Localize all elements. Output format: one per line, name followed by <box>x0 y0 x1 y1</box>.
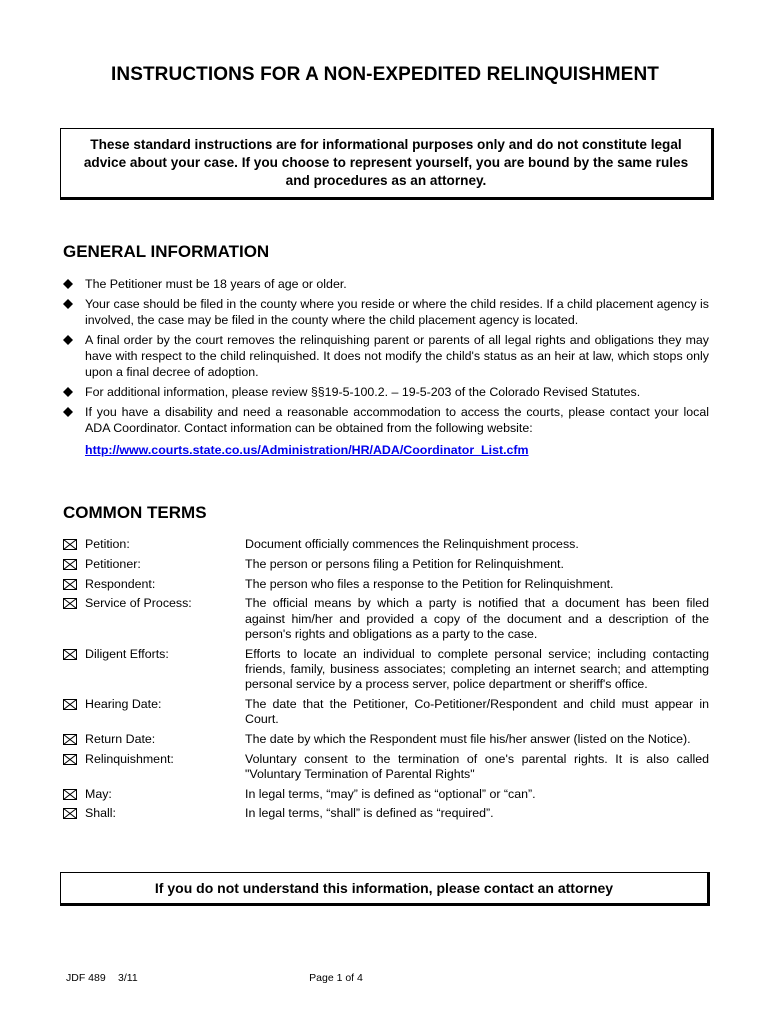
checkbox-arrow-icon <box>63 789 77 800</box>
term-label-cell <box>63 596 245 642</box>
term-row <box>63 806 709 821</box>
term-definition: The person who files a response to the Petition for Relinquishment. <box>245 576 614 591</box>
checkbox-arrow-icon <box>63 559 77 570</box>
checkbox-arrow-icon <box>63 754 77 765</box>
bullet-text: If you have a disability and need a reasonable accommodation to access the courts, please contact your local ADA Coordinator. Contact information can be obtained from the following website: <box>85 405 709 436</box>
term-name: Service of Process: <box>85 596 192 611</box>
term-definition: The person or persons filing a Petition for Relinquishment. <box>245 556 564 571</box>
common-terms-list <box>63 537 709 826</box>
term-row <box>63 697 709 727</box>
term-name: Return Date: <box>85 731 156 746</box>
term-name: May: <box>85 786 112 801</box>
term-definition: In legal terms, “shall” is defined as “required”. <box>245 806 494 821</box>
bullet-text: A final order by the court removes the relinquishing parent or parents of all legal rights and obligations they may have with respect to the child relinquished. It does not modify the child's status as an heir at law, which stops only upon a final decree of adoption. <box>85 332 709 380</box>
bullet-text: For additional information, please review §§19-5-100.2. – 19-5-203 of the Colorado Revised Statutes. <box>85 385 641 400</box>
term-row <box>63 752 709 782</box>
checkbox-arrow-icon <box>63 649 77 660</box>
bullet-text: Your case should be filed in the county where you reside or where the child resides. If a child placement agency is involved, the case may be filed in the county where the child placement agency is located. <box>85 296 709 328</box>
attorney-notice-box <box>60 872 710 906</box>
term-label-cell <box>63 787 245 802</box>
checkbox-arrow-icon <box>63 539 77 550</box>
term-row <box>63 577 709 592</box>
term-definition: Efforts to locate an individual to complete personal service; including contacting friends, family, business associates; completing an internet search; and attempting personal service by a process server, police department or sheriff's office. <box>245 646 709 691</box>
list-item <box>63 384 709 400</box>
term-row <box>63 537 709 552</box>
term-definition: The date by which the Respondent must file his/her answer (listed on the Notice). <box>245 731 691 746</box>
term-label-cell <box>63 806 245 821</box>
term-name: Hearing Date: <box>85 696 162 711</box>
form-id: JDF 489 <box>66 972 106 984</box>
term-row <box>63 732 709 747</box>
term-definition: In legal terms, “may” is defined as “optional” or “can”. <box>245 786 536 801</box>
disclaimer-box <box>60 128 714 200</box>
bullet-text: The Petitioner must be 18 years of age or older. <box>85 277 347 291</box>
term-definition: Document officially commences the Relinquishment process. <box>245 537 579 551</box>
checkbox-arrow-icon <box>63 734 77 745</box>
page-number: Page 1 of 4 <box>309 972 363 984</box>
term-label-cell <box>63 697 245 727</box>
attorney-notice-text: If you do not understand this information, please contact an attorney <box>154 880 614 896</box>
form-date: 3/11 <box>118 972 138 984</box>
list-item <box>63 332 709 381</box>
term-row <box>63 596 709 642</box>
diamond-bullet-icon <box>63 299 73 309</box>
ada-coordinator-link[interactable]: http://www.courts.state.co.us/Administration/HR/ADA/Coordinator_List.cfm <box>85 442 529 457</box>
page-title: INSTRUCTIONS FOR A NON-EXPEDITED RELINQUISHMENT <box>111 64 659 85</box>
checkbox-arrow-icon <box>63 598 77 609</box>
diamond-bullet-icon <box>63 387 73 397</box>
term-row <box>63 647 709 693</box>
term-name: Relinquishment: <box>85 751 174 766</box>
term-row <box>63 787 709 802</box>
term-label-cell <box>63 557 245 572</box>
term-name: Petitioner: <box>85 556 141 571</box>
diamond-bullet-icon <box>63 335 73 345</box>
general-information-heading: GENERAL INFORMATION <box>63 242 270 261</box>
term-row <box>63 557 709 572</box>
disclaimer-text: These standard instructions are for informational purposes only and do not constitute legal advice about your case. If you choose to represent yourself, you are bound by the same rules and procedures as an attorney. <box>83 137 689 188</box>
term-name: Petition: <box>85 537 130 551</box>
term-label-cell <box>63 732 245 747</box>
term-definition: The date that the Petitioner, Co-Petitioner/Respondent and child must appear in Court. <box>245 696 709 726</box>
common-terms-heading: COMMON TERMS <box>63 503 207 522</box>
checkbox-arrow-icon <box>63 808 77 819</box>
term-definition: Voluntary consent to the termination of one's parental rights. It is also called "Voluntary Termination of Parental Rights" <box>245 751 709 781</box>
term-definition: The official means by which a party is notified that a document has been filed against him/her and provided a copy of the document and a description of the person's rights and obligations as a party to the case. <box>245 596 709 641</box>
term-name: Diligent Efforts: <box>85 646 169 661</box>
general-information-list <box>63 276 709 461</box>
term-label-cell <box>63 577 245 592</box>
diamond-bullet-icon <box>63 407 73 417</box>
term-name: Respondent: <box>85 576 156 591</box>
checkbox-arrow-icon <box>63 699 77 710</box>
term-name: Shall: <box>85 806 116 821</box>
term-label-cell <box>63 752 245 782</box>
diamond-bullet-icon <box>63 279 73 289</box>
checkbox-arrow-icon <box>63 579 77 590</box>
term-label-cell <box>63 647 245 693</box>
term-label-cell <box>63 537 245 552</box>
list-item <box>63 404 709 458</box>
list-item <box>63 296 709 329</box>
list-item <box>63 276 709 292</box>
